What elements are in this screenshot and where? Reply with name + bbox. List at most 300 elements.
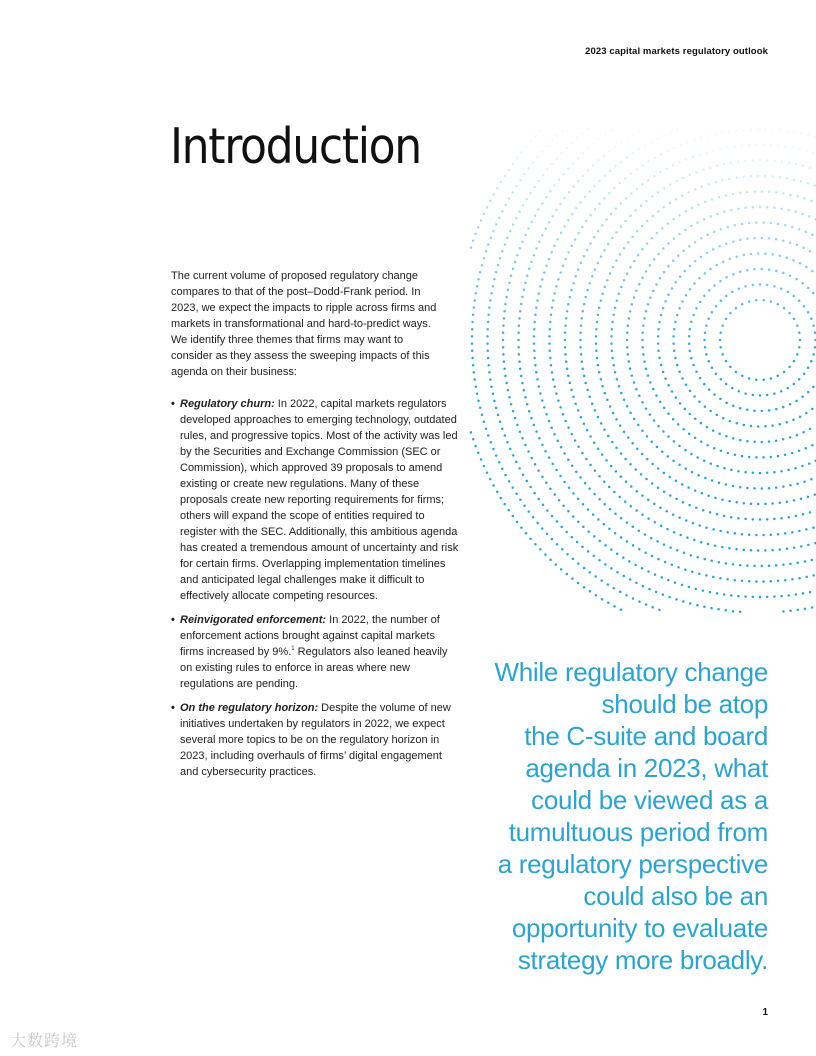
decorative-dot xyxy=(638,395,641,398)
decorative-dot xyxy=(597,262,600,265)
decorative-dot xyxy=(741,303,744,306)
decorative-dot xyxy=(667,265,670,268)
decorative-dot xyxy=(710,607,713,610)
decorative-dot xyxy=(538,241,541,244)
decorative-dot xyxy=(757,549,760,552)
decorative-dot xyxy=(693,395,696,398)
decorative-dot xyxy=(497,414,500,417)
decorative-dot xyxy=(504,474,507,477)
decorative-dot xyxy=(684,568,687,571)
decorative-dot xyxy=(593,236,596,239)
decorative-dot xyxy=(628,560,631,563)
decorative-dot xyxy=(654,521,657,524)
decorative-dot xyxy=(731,291,734,294)
decorative-dot xyxy=(592,164,595,167)
decorative-dot xyxy=(641,346,644,349)
decorative-dot xyxy=(725,318,728,321)
decorative-dot xyxy=(782,272,785,275)
decorative-dot xyxy=(800,132,803,135)
decorative-dot xyxy=(746,238,749,241)
decorative-dot xyxy=(671,390,674,393)
decorative-dot xyxy=(744,518,747,521)
decorative-dot xyxy=(775,564,778,567)
decorative-dot xyxy=(762,534,765,537)
decorative-dot xyxy=(556,543,559,546)
decorative-dot xyxy=(572,162,575,165)
decorative-dot xyxy=(805,149,808,152)
decorative-dot xyxy=(704,346,707,349)
decorative-dot xyxy=(719,398,722,401)
decorative-dot xyxy=(746,440,749,443)
decorative-dot xyxy=(689,328,692,331)
decorative-dot xyxy=(697,204,700,207)
decorative-dot xyxy=(503,310,506,313)
decorative-dot xyxy=(755,379,758,382)
decorative-dot xyxy=(667,455,670,458)
decorative-dot xyxy=(684,270,687,273)
decorative-dot xyxy=(556,238,559,241)
decorative-dot xyxy=(748,533,751,536)
decorative-dot xyxy=(516,157,519,160)
decorative-dot xyxy=(536,378,539,381)
decorative-dot xyxy=(796,353,799,356)
decorative-dot xyxy=(606,279,609,282)
decorative-dot xyxy=(667,294,670,297)
decorative-dot xyxy=(603,175,606,178)
decorative-dot xyxy=(614,371,617,374)
decorative-dot xyxy=(598,559,601,562)
decorative-dot xyxy=(533,328,536,331)
decorative-dot xyxy=(512,410,515,413)
decorative-dot xyxy=(603,155,606,158)
decorative-dot xyxy=(625,480,628,483)
decorative-dot xyxy=(534,135,537,138)
decorative-dot xyxy=(667,384,670,387)
decorative-dot xyxy=(720,378,723,381)
decorative-dot xyxy=(610,129,613,132)
decorative-dot xyxy=(518,467,521,470)
decorative-dot xyxy=(777,580,780,583)
decorative-dot xyxy=(594,409,597,412)
decorative-dot xyxy=(572,185,575,188)
decorative-dot xyxy=(533,350,536,353)
decorative-dot xyxy=(517,346,520,349)
decorative-dot xyxy=(553,184,556,187)
decorative-dot xyxy=(488,306,491,309)
decorative-dot xyxy=(811,234,814,237)
decorative-dot xyxy=(672,342,675,345)
decorative-dot xyxy=(610,567,613,570)
decorative-dot xyxy=(492,230,495,233)
decorative-dot xyxy=(512,454,515,457)
decorative-dot xyxy=(719,530,722,533)
decorative-dot xyxy=(694,260,697,263)
decorative-dot xyxy=(721,353,724,356)
decorative-dot xyxy=(528,410,531,413)
decorative-dot xyxy=(729,258,732,261)
decorative-dot xyxy=(579,339,582,342)
decorative-dot xyxy=(631,442,634,445)
decorative-dot xyxy=(667,222,670,225)
decorative-dot xyxy=(664,377,667,380)
decorative-dot xyxy=(682,428,685,431)
decorative-dot xyxy=(604,544,607,547)
decorative-dot xyxy=(716,513,719,516)
decorative-dot xyxy=(657,191,660,194)
decorative-dot xyxy=(508,480,511,483)
decorative-dot xyxy=(681,377,684,380)
decorative-dot xyxy=(501,427,504,430)
decorative-dot xyxy=(712,528,715,531)
decorative-dot xyxy=(588,190,591,193)
decorative-dot xyxy=(535,306,538,309)
decorative-dot xyxy=(811,270,814,273)
decorative-dot xyxy=(714,497,717,500)
decorative-dot xyxy=(743,502,746,505)
pull-quote-line: strategy more broadly. xyxy=(517,945,768,975)
decorative-dot xyxy=(661,227,664,230)
decorative-dot xyxy=(560,446,563,449)
decorative-dot xyxy=(755,221,758,224)
decorative-dot xyxy=(799,415,802,418)
decorative-dot xyxy=(656,232,659,235)
decorative-dot xyxy=(728,130,731,133)
decorative-dot xyxy=(809,511,812,514)
decorative-dot xyxy=(653,258,656,261)
decorative-dot xyxy=(686,141,689,144)
decorative-dot xyxy=(613,605,616,608)
decorative-dot xyxy=(702,168,705,171)
decorative-dot xyxy=(605,218,608,221)
decorative-dot xyxy=(570,433,573,436)
decorative-dot xyxy=(690,554,693,557)
decorative-dot xyxy=(784,532,787,535)
decorative-dot xyxy=(792,259,795,262)
decorative-dot xyxy=(512,515,515,518)
decorative-dot xyxy=(807,311,810,314)
decorative-dot xyxy=(799,339,802,342)
decorative-dot xyxy=(802,592,805,595)
decorative-dot xyxy=(704,201,707,204)
decorative-dot xyxy=(729,420,732,423)
decorative-dot xyxy=(671,287,674,290)
decorative-dot xyxy=(682,250,685,253)
decorative-dot xyxy=(716,414,719,417)
decorative-dot xyxy=(632,526,635,529)
decorative-dot xyxy=(689,413,692,416)
decorative-dot xyxy=(759,394,762,397)
decorative-dot xyxy=(577,582,580,585)
decorative-dot xyxy=(691,571,694,574)
decorative-dot xyxy=(744,471,747,474)
decorative-dot xyxy=(503,503,506,506)
decorative-dot xyxy=(711,198,714,201)
decorative-dot xyxy=(556,157,559,160)
decorative-dot xyxy=(562,413,565,416)
decorative-dot xyxy=(753,565,756,568)
decorative-dot xyxy=(608,150,611,153)
decorative-dot xyxy=(564,353,567,356)
decorative-dot xyxy=(486,471,489,474)
decorative-dot xyxy=(614,532,617,535)
decorative-dot xyxy=(627,241,630,244)
decorative-dot xyxy=(744,207,747,210)
decorative-dot xyxy=(715,305,718,308)
decorative-dot xyxy=(645,310,648,313)
decorative-dot xyxy=(633,381,636,384)
decorative-dot xyxy=(770,300,773,303)
decorative-dot xyxy=(773,392,776,395)
decorative-dot xyxy=(625,197,628,200)
decorative-dot xyxy=(718,432,721,435)
decorative-dot xyxy=(626,332,629,335)
decorative-dot xyxy=(614,146,617,149)
decorative-dot xyxy=(476,393,479,396)
decorative-dot xyxy=(735,371,738,374)
decorative-dot xyxy=(657,558,660,561)
decorative-dot xyxy=(561,548,564,551)
decorative-dot xyxy=(480,458,483,461)
decorative-dot xyxy=(618,293,621,296)
decorative-dot xyxy=(488,371,491,374)
decorative-dot xyxy=(532,161,535,164)
decorative-dot xyxy=(771,502,774,505)
decorative-dot xyxy=(641,276,644,279)
decorative-dot xyxy=(649,381,652,384)
decorative-dot xyxy=(681,300,684,303)
decorative-dot xyxy=(768,565,771,568)
decorative-dot xyxy=(516,424,519,427)
decorative-dot xyxy=(651,463,654,466)
decorative-dot xyxy=(629,463,632,466)
decorative-dot xyxy=(618,385,621,388)
decorative-dot xyxy=(803,480,806,483)
decorative-dot xyxy=(762,299,765,302)
decorative-dot xyxy=(755,456,758,459)
decorative-dot xyxy=(520,303,523,306)
decorative-dot xyxy=(572,558,575,561)
decorative-dot xyxy=(712,576,715,579)
decorative-dot xyxy=(475,385,478,388)
decorative-dot xyxy=(690,357,693,360)
decorative-dot xyxy=(486,342,489,345)
decorative-dot xyxy=(759,472,762,475)
decorative-dot xyxy=(561,129,564,132)
decorative-dot xyxy=(708,289,711,292)
decorative-dot xyxy=(688,504,691,507)
decorative-dot xyxy=(630,485,633,488)
decorative-dot xyxy=(613,587,616,590)
decorative-dot xyxy=(703,218,706,221)
decorative-dot xyxy=(761,441,764,444)
decorative-dot xyxy=(794,467,797,470)
decorative-dot xyxy=(577,409,580,412)
decorative-dot xyxy=(764,503,767,506)
decorative-dot xyxy=(638,548,641,551)
decorative-dot xyxy=(549,350,552,353)
decorative-dot xyxy=(574,238,577,241)
decorative-dot xyxy=(496,187,499,190)
decorative-dot xyxy=(607,243,610,246)
decorative-dot xyxy=(626,346,629,349)
decorative-dot xyxy=(567,251,570,254)
decorative-dot xyxy=(533,321,536,324)
decorative-dot xyxy=(735,548,738,551)
decorative-dot xyxy=(812,324,815,327)
decorative-dot xyxy=(516,254,519,257)
decorative-dot xyxy=(798,331,801,334)
decorative-dot xyxy=(738,287,741,290)
decorative-dot xyxy=(519,368,522,371)
decorative-dot xyxy=(655,283,658,286)
decorative-dot xyxy=(477,452,480,455)
decorative-dot xyxy=(526,198,529,201)
decorative-dot xyxy=(739,486,742,489)
decorative-dot xyxy=(585,458,588,461)
decorative-dot xyxy=(553,244,556,247)
decorative-dot xyxy=(581,317,584,320)
decorative-dot xyxy=(675,396,678,399)
decorative-dot xyxy=(609,405,612,408)
decorative-dot xyxy=(563,481,566,484)
decorative-dot xyxy=(567,458,570,461)
decorative-dot xyxy=(479,271,482,274)
decorative-dot xyxy=(796,482,799,485)
decorative-dot xyxy=(718,196,721,199)
decorative-dot xyxy=(704,477,707,480)
decorative-dot xyxy=(798,450,801,453)
decorative-dot xyxy=(597,314,600,317)
decorative-dot xyxy=(719,339,722,342)
decorative-dot xyxy=(791,452,794,455)
decorative-dot xyxy=(635,582,638,585)
decorative-dot xyxy=(753,410,756,413)
decorative-dot xyxy=(798,300,801,303)
decorative-dot xyxy=(566,367,569,370)
decorative-dot xyxy=(575,470,578,473)
decorative-dot xyxy=(644,144,647,147)
decorative-dot xyxy=(581,226,584,229)
decorative-dot xyxy=(722,417,725,420)
decorative-dot xyxy=(485,427,488,430)
decorative-dot xyxy=(555,563,558,566)
decorative-dot xyxy=(626,521,629,524)
decorative-dot xyxy=(739,611,742,614)
decorative-dot xyxy=(759,596,762,599)
decorative-dot xyxy=(728,178,731,181)
decorative-dot xyxy=(606,399,609,402)
decorative-dot xyxy=(600,255,603,258)
decorative-dot xyxy=(647,517,650,520)
decorative-dot xyxy=(612,266,615,269)
decorative-dot xyxy=(755,299,758,302)
decorative-dot xyxy=(812,526,815,529)
decorative-dot xyxy=(731,387,734,390)
decorative-dot xyxy=(784,454,787,457)
decorative-dot xyxy=(744,392,747,395)
decorative-dot xyxy=(522,473,525,476)
decorative-dot xyxy=(793,131,796,134)
decorative-dot xyxy=(611,328,614,331)
decorative-dot xyxy=(684,210,687,213)
decorative-dot xyxy=(762,456,765,459)
decorative-dot xyxy=(486,206,489,209)
decorative-dot xyxy=(487,364,490,367)
pull-quote-line: the C-suite and board xyxy=(524,721,768,751)
decorative-dot xyxy=(746,269,749,272)
decorative-dot xyxy=(619,591,622,594)
decorative-dot xyxy=(782,564,785,567)
decorative-dot xyxy=(483,465,486,468)
decorative-dot xyxy=(671,564,674,567)
decorative-dot xyxy=(641,494,644,497)
decorative-dot xyxy=(628,317,631,320)
decorative-dot xyxy=(542,174,545,177)
decorative-dot xyxy=(544,553,547,556)
bullet-term: On the regulatory horizon: xyxy=(180,702,319,714)
decorative-dot xyxy=(766,518,769,521)
decorative-dot xyxy=(533,424,536,427)
decorative-dot xyxy=(620,392,623,395)
pull-quote-line: agenda in 2023, what xyxy=(525,753,768,783)
decorative-dot xyxy=(575,207,578,210)
decorative-dot xyxy=(695,507,698,510)
decorative-dot xyxy=(517,332,520,335)
decorative-dot xyxy=(707,183,710,186)
decorative-dot xyxy=(529,192,532,195)
watermark-text: 大数跨境 xyxy=(10,1033,79,1050)
decorative-dot xyxy=(779,423,782,426)
decorative-dot xyxy=(516,521,519,524)
footnote-ref[interactable]: 1 xyxy=(291,646,295,652)
decorative-dot xyxy=(651,215,654,218)
decorative-dot xyxy=(522,204,525,207)
decorative-dot xyxy=(614,513,617,516)
decorative-dot xyxy=(620,475,623,478)
decorative-dot xyxy=(688,342,691,345)
decorative-dot xyxy=(600,579,603,582)
decorative-dot xyxy=(521,437,524,440)
decorative-dot xyxy=(474,445,477,448)
decorative-dot xyxy=(716,164,719,167)
decorative-dot xyxy=(595,594,598,597)
decorative-dot xyxy=(780,161,783,164)
decorative-dot xyxy=(629,266,632,269)
decorative-dot xyxy=(649,264,652,267)
decorative-dot xyxy=(643,360,646,363)
decorative-dot xyxy=(524,281,527,284)
decorative-dot xyxy=(695,588,698,591)
decorative-dot xyxy=(623,430,626,433)
decorative-dot xyxy=(583,567,586,570)
decorative-dot xyxy=(471,321,474,324)
decorative-dot xyxy=(798,378,801,381)
decorative-dot xyxy=(623,247,626,250)
decorative-dot xyxy=(647,570,650,573)
decorative-dot xyxy=(529,486,532,489)
decorative-dot xyxy=(669,494,672,497)
decorative-dot xyxy=(782,239,785,242)
decorative-dot xyxy=(646,458,649,461)
decorative-dot xyxy=(553,292,556,295)
decorative-dot xyxy=(712,248,715,251)
decorative-dot xyxy=(761,237,764,240)
decorative-dot xyxy=(483,257,486,260)
decorative-dot xyxy=(777,533,780,536)
decorative-dot xyxy=(798,346,801,349)
decorative-dot xyxy=(811,408,814,411)
decorative-dot xyxy=(574,275,577,278)
